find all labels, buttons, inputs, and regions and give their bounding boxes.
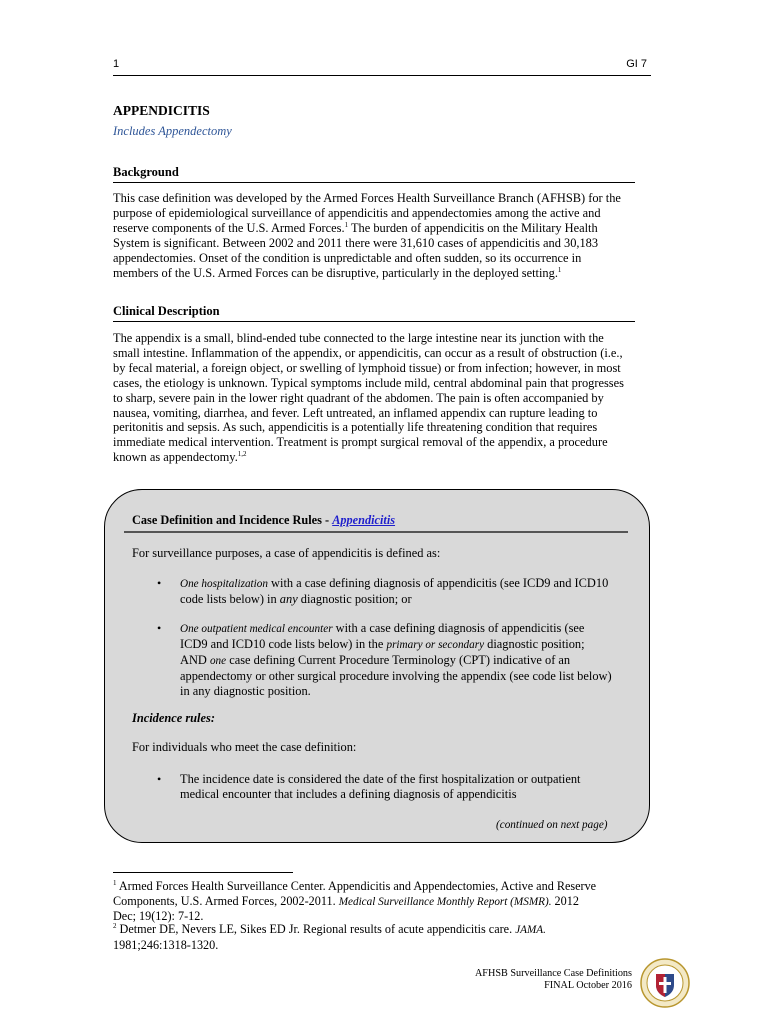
clinical-line: to sharp, severe pain in the lower right quadrant of the abdomen. The pain is often accompanied by <box>113 390 604 405</box>
defense-health-agency-seal-icon <box>640 958 690 1008</box>
footnote-ref[interactable]: 1 <box>557 265 562 274</box>
footer-line: AFHSB Surveillance Case Definitions <box>474 968 632 979</box>
background-line: System is significant. Between 2002 and 2011 there were 31,610 cases of appendicitis and 30,183 <box>113 235 599 250</box>
background-line: reserve components of the U.S. Armed Forces.$^1$ The burden of appendicitis on the Military Health <box>113 220 598 235</box>
clinical-line: known as appendectomy.$^{1,2}$ <box>113 450 247 465</box>
incidence-rule: The incidence date is considered the date of the first hospitalization or outpatient medical encounter that includes a defining diagnosis of appendicitis <box>180 772 581 801</box>
incidence-intro: For individuals who meet the case definition: <box>132 740 357 754</box>
box-divider <box>124 531 628 533</box>
background-line: This case definition was developed by the Armed Forces Health Surveillance Branch (AFHSB) for the <box>113 191 621 205</box>
footnote-1: $^1$ Armed Forces Health Surveillance Center. Appendicitis and Appendectomies, Active and Reserve Components, U.S. Armed Forces, 2002-2011. Medical Surveillance Monthly Report (MSMR). 2012 Dec; 19(12): 7-12. <box>113 879 597 924</box>
background-line: purpose of epidemiological surveillance of appendicitis and appendectomies among the active and <box>113 205 601 220</box>
background-paragraph <box>113 191 637 280</box>
appendicitis-link[interactable]: Appendicitis <box>332 513 396 527</box>
criterion-outpatient: One outpatient medical encounter with a case defining diagnosis of appendicitis (see ICD9 and ICD10 code lists below) in the primary or secondary diagnostic position; AND one case defining Current Procedure Terminology (CPT) indicative of an appendectomy or other surgical procedure involving the appendix (see code list below) in any diagnostic position. <box>180 621 612 698</box>
section-code: GI 7 <box>626 58 647 70</box>
clinical-line: The appendix is a small, blind-ended tube connected to the large intestine near its junction with the <box>113 331 604 345</box>
background-line: appendectomies. Onset of the condition is unpredictable and often sudden, so its occurrence in <box>113 250 582 265</box>
clinical-line: cases, the etiology is unknown. Typical symptoms include mild, central abdominal pain that progresses <box>113 375 624 390</box>
clinical-divider <box>113 321 635 322</box>
clinical-paragraph <box>113 331 637 465</box>
footnote-ref[interactable]: 1,2 <box>237 450 247 459</box>
clinical-line: peritonitis and sepsis. As such, appendicitis is a potentially life threatening condition that requires <box>113 420 598 435</box>
page-subtitle: Includes Appendectomy <box>113 124 232 138</box>
background-heading: Background <box>113 165 179 179</box>
footnote-ref[interactable]: 1 <box>344 220 349 229</box>
bullet-icon: • <box>157 772 162 786</box>
background-divider <box>113 182 635 183</box>
criterion-hospitalization: One hospitalization with a case defining diagnosis of appendicitis (see ICD9 and ICD10 code lists below) in any diagnostic position; or <box>180 576 609 606</box>
footer-line: FINAL October 2016 <box>544 980 632 991</box>
background-line: members of the U.S. Armed Forces can be disruptive, particularly in the deployed setting.$^1$ <box>113 265 562 280</box>
header-divider <box>113 75 651 76</box>
case-intro: For surveillance purposes, a case of appendicitis is defined as: <box>132 546 441 560</box>
continued-note: (continued on next page) <box>496 819 608 831</box>
footnote-divider <box>113 872 293 873</box>
page-title: APPENDICITIS <box>113 103 210 118</box>
clinical-line: by fecal material, a foreign object, or swelling of lymphoid tissue) or from infection; however, in most <box>113 360 621 375</box>
clinical-line: small intestine. Inflammation of the appendix, or appendicitis, can occur as a result of obstruction (i.e., <box>113 345 623 360</box>
page-footer <box>460 968 632 992</box>
bullet-icon: • <box>157 621 162 635</box>
clinical-line: immediate medical intervention. Treatment is prompt surgical removal of the appendix, a procedure <box>113 435 608 450</box>
page-number: 1 <box>113 58 120 70</box>
case-definition-title: Case Definition and Incidence Rules - Appendicitis <box>132 513 396 527</box>
incidence-heading: Incidence rules: <box>132 711 215 725</box>
clinical-line: nausea, vomiting, diarrhea, and fever. Left untreated, an inflamed appendix can rupture leading to <box>113 405 598 420</box>
bullet-icon: • <box>157 576 162 590</box>
clinical-heading: Clinical Description <box>113 304 220 318</box>
footnote-2: $^2$ Detmer DE, Nevers LE, Sikes ED Jr. Regional results of acute appendicitis care. JAMA. 1981;246:1318-1320. <box>113 922 546 952</box>
